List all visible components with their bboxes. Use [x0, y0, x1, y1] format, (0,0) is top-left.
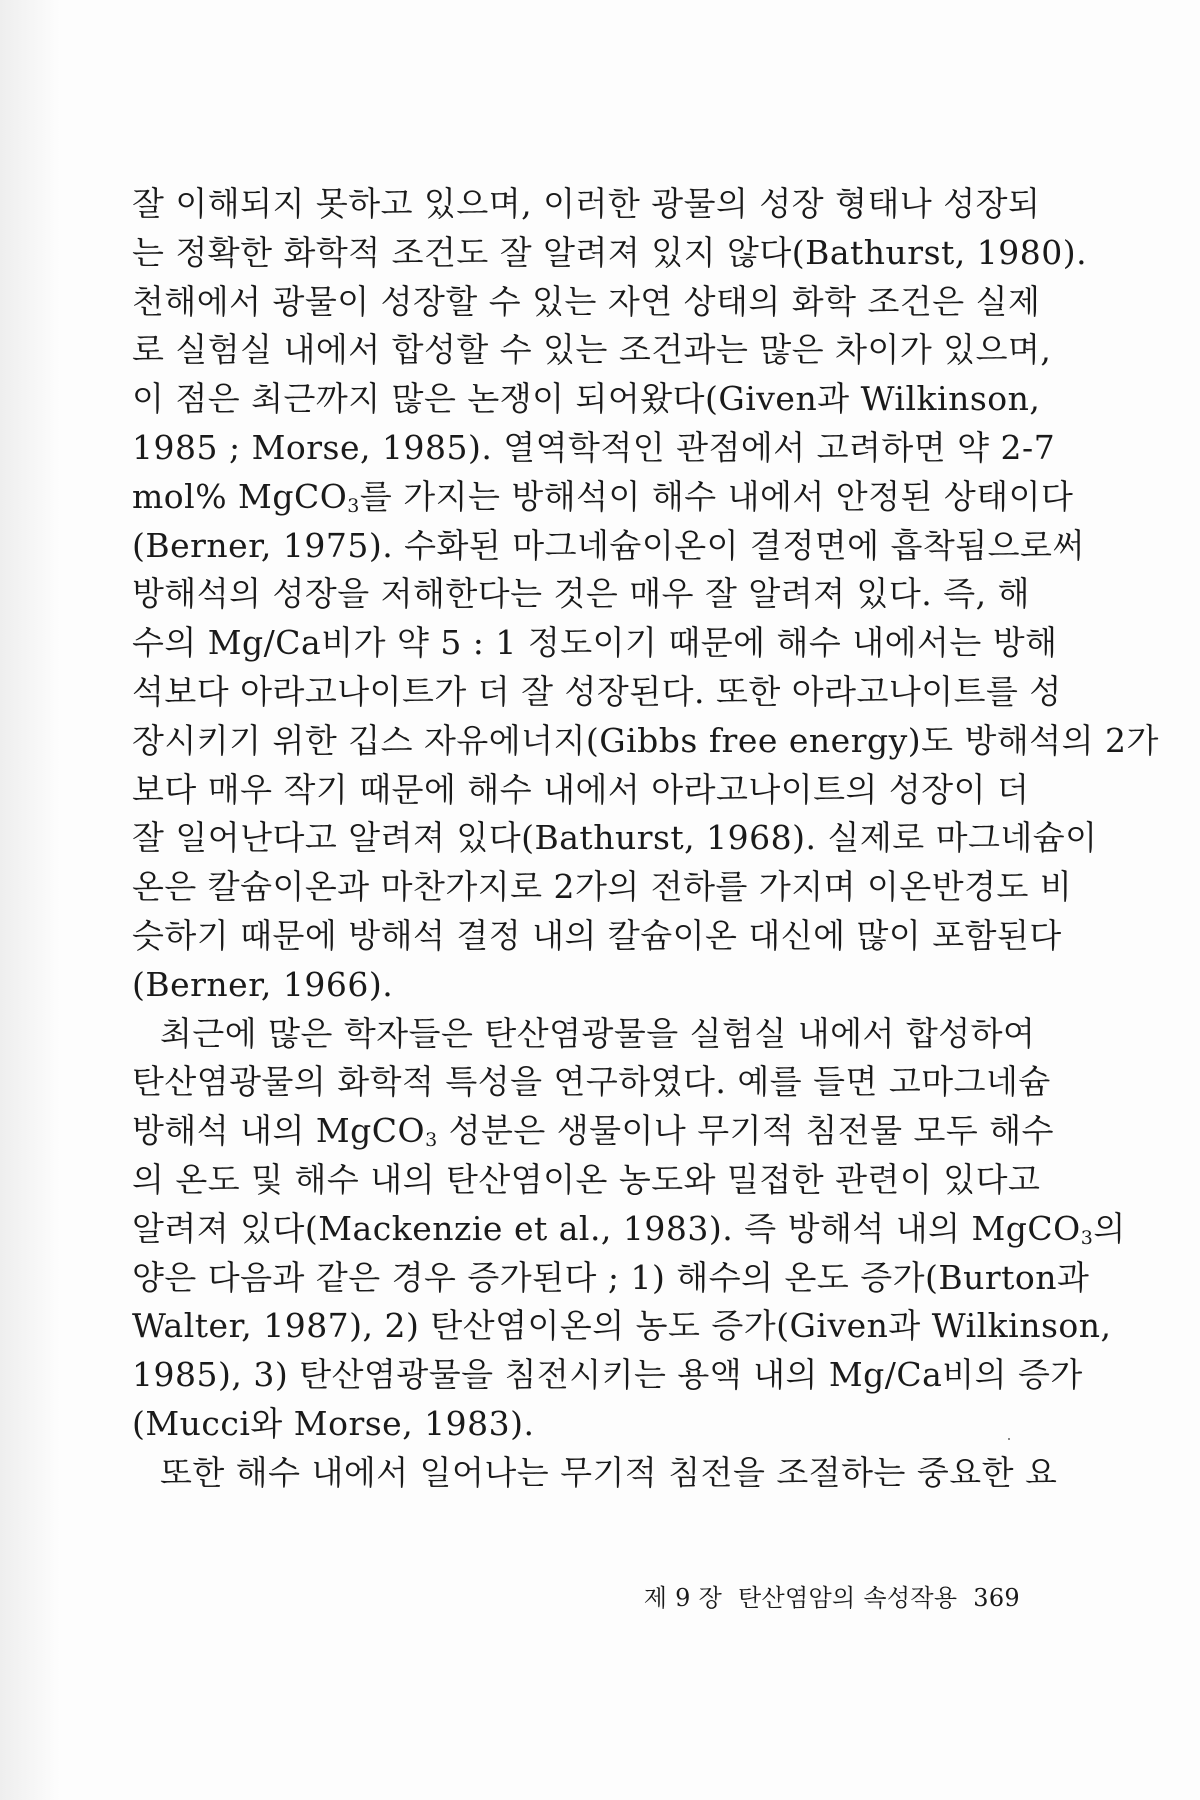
text-line: 석보다 아라고나이트가 더 잘 성장된다. 또한 아라고나이트를 성 [132, 671, 1062, 711]
paragraph-3 [132, 1449, 1058, 1498]
paragraph-2 [132, 1010, 1126, 1449]
subscript: 3 [425, 1129, 438, 1152]
text-line: 최근에 많은 학자들은 탄산염광물을 실험실 내에서 합성하여 [160, 1013, 1036, 1053]
text-line: 1985 ; Morse, 1985). 열역학적인 관점에서 고려하면 약 2-7 [132, 427, 1056, 467]
text-segment: 를 가지는 방해석이 해수 내에서 안정된 상태이다 [359, 476, 1074, 516]
running-footer [580, 1578, 1020, 1613]
text-line [132, 1205, 1126, 1254]
text-line: 로 실험실 내에서 합성할 수 있는 조건과는 많은 차이가 있으며, [132, 330, 1052, 370]
text-line: 의 온도 및 해수 내의 탄산염이온 농도와 밀접한 관련이 있다고 [132, 1159, 1041, 1199]
text-line: 천해에서 광물이 성장할 수 있는 자연 상태의 화학 조건은 실제 [132, 281, 1041, 321]
footer-chapter: 제 9 장 [643, 1584, 723, 1612]
text-line: 양은 다음과 같은 경우 증가된다 ; 1) 해수의 온도 증가(Burton과 [132, 1257, 1090, 1297]
text-line: (Mucci와 Morse, 1983). [132, 1403, 535, 1443]
text-line: 탄산염광물의 화학적 특성을 연구하였다. 예를 들면 고마그네슘 [132, 1062, 1051, 1102]
text-line: 잘 이해되지 못하고 있으며, 이러한 광물의 성장 형태나 성장되 [132, 184, 1041, 223]
text-line: 잘 일어난다고 알려져 있다(Bathurst, 1968). 실제로 마그네슘이 [132, 818, 1098, 858]
body-text [132, 180, 1159, 1498]
page-gutter-shadow [0, 0, 60, 1800]
text-line: (Berner, 1966). [132, 964, 394, 1004]
text-line: 이 점은 최근까지 많은 논쟁이 되어왔다(Given과 Wilkinson, [132, 379, 1041, 419]
text-segment: 방해석 내의 MgCO [132, 1111, 426, 1151]
subscript: 3 [1080, 1226, 1094, 1249]
text-line: 방해석의 성장을 저해한다는 것은 매우 잘 알려져 있다. 즉, 해 [132, 574, 1030, 614]
text-line: 보다 매우 작기 때문에 해수 내에서 아라고나이트의 성장이 더 [132, 769, 1030, 809]
text-line: 온은 칼슘이온과 마찬가지로 2가의 전하를 가지며 이온반경도 비 [132, 867, 1073, 907]
text-line: 또한 해수 내에서 일어나는 무기적 침전을 조절하는 중요한 요 [160, 1452, 1058, 1492]
paragraph-1 [132, 180, 1159, 1010]
text-segment: mol% MgCO [132, 476, 348, 516]
text-segment: 성분은 생물이나 무기적 침전물 모두 해수 [437, 1111, 1055, 1151]
text-segment: 알려져 있다(Mackenzie et al., 1983). 즉 방해석 내의 MgCO [132, 1208, 1081, 1248]
scan-speck [1008, 1438, 1010, 1440]
text-line: Walter, 1987), 2) 탄산염이온의 농도 증가(Given과 Wilkinson, [132, 1306, 1112, 1346]
text-line: (Berner, 1975). 수화된 마그네슘이온이 결정면에 흡착됨으로써 [132, 525, 1085, 565]
text-line: 슷하기 때문에 방해석 결정 내의 칼슘이온 대신에 많이 포함된다 [132, 915, 1062, 955]
footer-title: 탄산염암의 속성작용 [738, 1584, 958, 1612]
page-number: 369 [973, 1584, 1020, 1612]
text-line: 장시키기 위한 깁스 자유에너지(Gibbs free energy)도 방해석의 2가 [132, 720, 1159, 760]
text-line [132, 473, 1074, 522]
text-line: 수의 Mg/Ca비가 약 5 : 1 정도이기 때문에 해수 내에서는 방해 [132, 623, 1058, 663]
text-line [132, 1107, 1055, 1156]
text-segment: 의 [1093, 1208, 1126, 1248]
text-line: 는 정확한 화학적 조건도 잘 알려져 있지 않다(Bathurst, 1980). [132, 232, 1088, 272]
subscript: 3 [347, 494, 360, 517]
text-line: 1985), 3) 탄산염광물을 침전시키는 용액 내의 Mg/Ca비의 증가 [132, 1355, 1083, 1395]
